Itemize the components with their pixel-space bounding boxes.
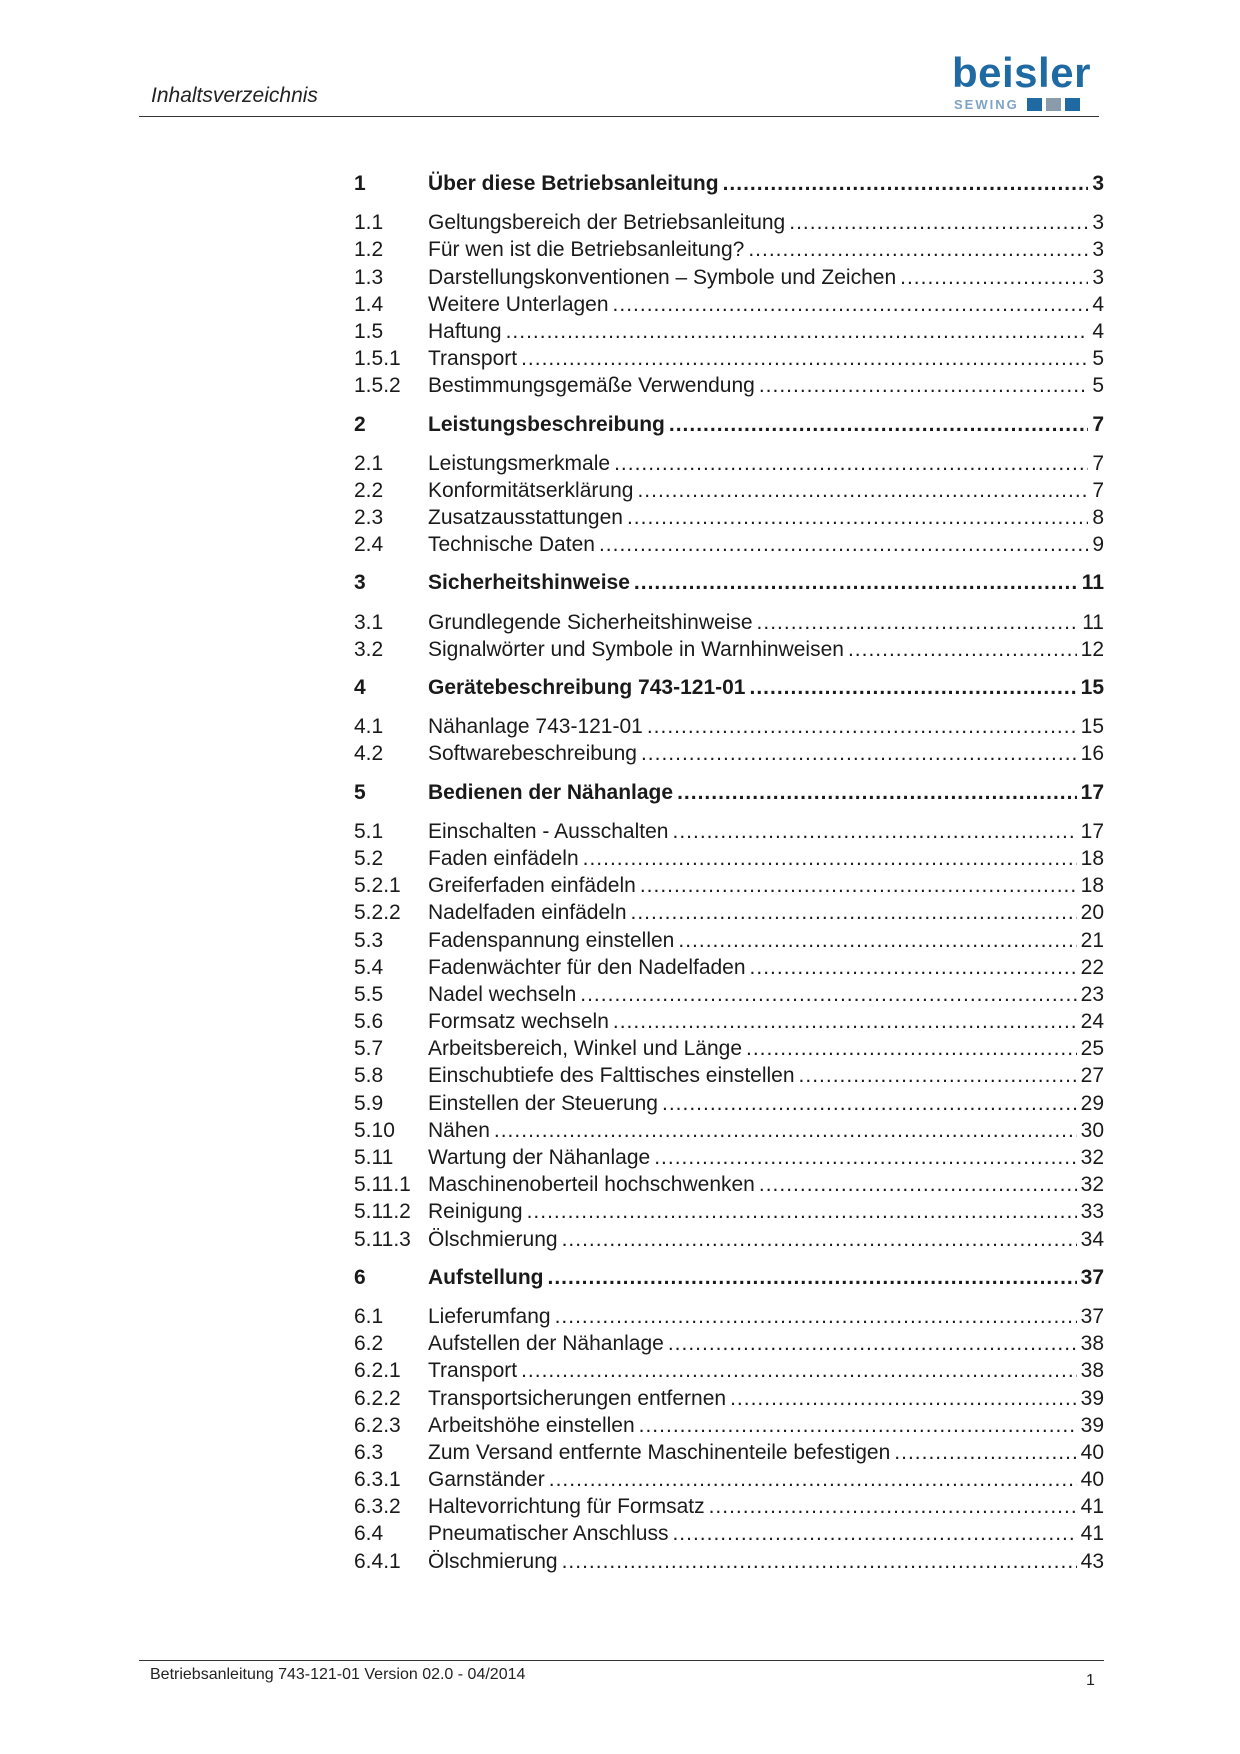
toc-entry-title: Arbeitsbereich, Winkel und Länge <box>428 1037 743 1061</box>
toc-entry-title: Technische Daten <box>428 533 595 557</box>
toc-entry-title: Gerätebeschreibung 743-121-01 <box>428 676 746 699</box>
footer-document-info: Betriebsanleitung 743-121-01 Version 02.0 - 04/2014 <box>150 1666 526 1683</box>
table-of-contents <box>354 170 1104 1575</box>
toc-section-entry[interactable] <box>354 236 1104 263</box>
toc-entry-page: 34 <box>1080 1227 1104 1251</box>
toc-entry-title: Haltevorrichtung für Formsatz <box>428 1495 705 1519</box>
toc-section-entry[interactable] <box>354 1493 1104 1520</box>
toc-entry-title: Signalwörter und Symbole in Warnhinweisen <box>428 637 844 661</box>
toc-dot-leader <box>627 504 1088 531</box>
toc-entry-page: 40 <box>1080 1468 1104 1492</box>
toc-section-entry[interactable] <box>354 1226 1104 1253</box>
toc-entry-page: 18 <box>1080 874 1104 898</box>
toc-section-entry[interactable] <box>354 504 1104 531</box>
toc-dot-leader <box>580 981 1076 1008</box>
logo-sewing-text: SEWING <box>954 96 1019 112</box>
toc-dot-leader <box>654 1144 1076 1171</box>
toc-dot-leader <box>631 899 1077 926</box>
toc-section-entry[interactable] <box>354 1171 1104 1198</box>
toc-entry-title: Leistungsbeschreibung <box>428 412 665 436</box>
toc-entry-number: 1.2 <box>354 238 384 262</box>
toc-chapter-entry[interactable] <box>354 170 1104 197</box>
toc-dot-leader <box>723 170 1089 197</box>
toc-section-entry[interactable] <box>354 1330 1104 1357</box>
toc-entry-page: 29 <box>1080 1091 1104 1115</box>
toc-entry-number: 4.1 <box>354 715 384 739</box>
toc-dot-leader <box>900 264 1088 291</box>
toc-entry-number: 5.6 <box>354 1010 384 1034</box>
toc-dot-leader <box>613 291 1089 318</box>
toc-chapter-entry[interactable] <box>354 674 1104 701</box>
toc-section-entry[interactable] <box>354 1035 1104 1062</box>
toc-entry-title: Arbeitshöhe einstellen <box>428 1413 635 1437</box>
toc-dot-leader <box>789 209 1088 236</box>
toc-entry-number: 5.9 <box>354 1091 384 1115</box>
toc-dot-leader <box>848 636 1077 663</box>
toc-entry-title: Ölschmierung <box>428 1549 558 1573</box>
toc-entry-page: 11 <box>1082 610 1104 634</box>
toc-dot-leader <box>548 1264 1077 1291</box>
toc-dot-leader <box>494 1117 1077 1144</box>
toc-entry-number: 5.11 <box>354 1146 394 1169</box>
toc-entry-page: 16 <box>1080 742 1104 766</box>
toc-section-entry[interactable] <box>354 1198 1104 1225</box>
toc-section-entry[interactable] <box>354 1466 1104 1493</box>
toc-entry-title: Formsatz wechseln <box>428 1010 609 1034</box>
toc-entry-title: Softwarebeschreibung <box>428 742 637 766</box>
toc-section-entry[interactable] <box>354 450 1104 477</box>
toc-section-entry[interactable] <box>354 740 1104 767</box>
toc-entry-number: 1 <box>354 172 366 195</box>
logo-wordmark: beisler <box>952 49 1091 96</box>
toc-entry-title: Einschubtiefe des Falttisches einstellen <box>428 1064 795 1088</box>
toc-chapter-entry[interactable] <box>354 411 1104 438</box>
toc-entry-page: 24 <box>1080 1010 1104 1034</box>
toc-entry-number: 5.3 <box>354 928 384 952</box>
toc-entry-number: 1.4 <box>354 292 384 316</box>
toc-entry-title: Darstellungskonventionen – Symbole und Zeichen <box>428 265 897 289</box>
toc-entry-page: 32 <box>1080 1173 1104 1197</box>
toc-entry-title: Geltungsbereich der Betriebsanleitung <box>428 211 786 235</box>
toc-entry-page: 18 <box>1080 846 1104 870</box>
toc-section-entry[interactable] <box>354 1062 1104 1089</box>
toc-entry-number: 2 <box>354 412 366 436</box>
toc-section-entry[interactable] <box>354 713 1104 740</box>
toc-entry-title: Haftung <box>428 319 502 343</box>
toc-entry-number: 5.11.2 <box>354 1200 411 1224</box>
toc-entry-title: Für wen ist die Betriebsanleitung? <box>428 238 745 262</box>
toc-section-entry[interactable] <box>354 1520 1104 1547</box>
toc-entry-title: Zum Versand entfernte Maschinenteile befestigen <box>428 1440 891 1464</box>
toc-section-entry[interactable] <box>354 1117 1104 1144</box>
toc-dot-leader <box>749 674 1076 701</box>
toc-entry-page: 43 <box>1080 1549 1104 1573</box>
toc-entry-number: 3.1 <box>354 610 384 634</box>
toc-entry-title: Leistungsmerkmale <box>428 451 611 475</box>
toc-entry-title: Fadenwächter für den Nadelfaden <box>428 955 746 979</box>
toc-entry-title: Greiferfaden einfädeln <box>428 874 636 898</box>
toc-entry-title: Pneumatischer Anschluss <box>428 1522 669 1546</box>
toc-dot-leader <box>662 1090 1077 1117</box>
toc-entry-page: 30 <box>1080 1118 1104 1142</box>
toc-chapter-entry[interactable] <box>354 779 1104 806</box>
toc-dot-leader <box>634 569 1078 596</box>
toc-section-entry[interactable] <box>354 1008 1104 1035</box>
page-header-title: Inhaltsverzeichnis <box>151 84 318 107</box>
toc-dot-leader <box>640 872 1077 899</box>
toc-section-entry[interactable] <box>354 318 1104 345</box>
toc-entry-title: Maschinenoberteil hochschwenken <box>428 1173 755 1197</box>
toc-entry-number: 5.2.2 <box>354 901 401 925</box>
toc-entry-page: 5 <box>1092 347 1104 371</box>
toc-entry-page: 4 <box>1092 319 1104 343</box>
toc-entry-title: Transport <box>428 1359 518 1383</box>
toc-dot-leader <box>562 1226 1077 1253</box>
toc-dot-leader <box>672 1520 1076 1547</box>
toc-section-entry[interactable] <box>354 1385 1104 1412</box>
toc-entry-page: 39 <box>1080 1386 1104 1410</box>
toc-section-entry[interactable] <box>354 209 1104 236</box>
toc-chapter-entry[interactable] <box>354 1264 1104 1291</box>
toc-entry-number: 4 <box>354 676 366 699</box>
toc-entry-number: 1.3 <box>354 265 384 289</box>
toc-entry-title: Garnständer <box>428 1468 545 1492</box>
toc-entry-page: 22 <box>1080 955 1104 979</box>
toc-entry-page: 5 <box>1092 374 1104 398</box>
toc-entry-title: Reinigung <box>428 1200 523 1224</box>
toc-entry-title: Sicherheitshinweise <box>428 571 630 595</box>
toc-entry-page: 3 <box>1092 211 1104 235</box>
toc-section-entry[interactable] <box>354 1439 1104 1466</box>
toc-entry-page: 37 <box>1080 1304 1104 1328</box>
toc-entry-number: 6.2.1 <box>354 1359 401 1383</box>
toc-entry-title: Faden einfädeln <box>428 846 579 870</box>
toc-dot-leader <box>521 1357 1077 1384</box>
toc-chapter-entry[interactable] <box>354 569 1104 596</box>
toc-section-entry[interactable] <box>354 291 1104 318</box>
toc-entry-page: 21 <box>1080 928 1104 952</box>
toc-entry-page: 11 <box>1081 571 1104 595</box>
toc-entry-title: Ölschmierung <box>428 1227 558 1251</box>
toc-entry-number: 1.5.2 <box>354 374 401 398</box>
toc-dot-leader <box>637 477 1088 504</box>
toc-dot-leader <box>759 372 1088 399</box>
toc-entry-number: 6.2.2 <box>354 1386 401 1410</box>
toc-entry-title: Lieferumfang <box>428 1304 551 1328</box>
toc-dot-leader <box>750 954 1077 981</box>
toc-dot-leader <box>677 779 1077 806</box>
toc-entry-number: 6 <box>354 1265 366 1289</box>
toc-entry-title: Konformitätserklärung <box>428 478 634 502</box>
toc-entry-page: 27 <box>1080 1064 1104 1088</box>
toc-section-entry[interactable] <box>354 372 1104 399</box>
toc-dot-leader <box>527 1198 1077 1225</box>
toc-entry-page: 12 <box>1080 637 1104 661</box>
toc-entry-page: 25 <box>1080 1037 1104 1061</box>
toc-entry-page: 23 <box>1080 982 1104 1006</box>
toc-dot-leader <box>746 1035 1077 1062</box>
toc-dot-leader <box>599 531 1088 558</box>
toc-entry-page: 38 <box>1080 1359 1104 1383</box>
toc-entry-page: 33 <box>1080 1200 1104 1224</box>
logo-subline <box>954 97 1080 112</box>
toc-entry-number: 6.1 <box>354 1304 384 1328</box>
toc-dot-leader <box>614 450 1088 477</box>
toc-section-entry[interactable] <box>354 1303 1104 1330</box>
header-divider <box>139 116 1099 117</box>
toc-entry-page: 4 <box>1092 292 1104 316</box>
toc-entry-number: 6.3.1 <box>354 1468 401 1492</box>
toc-dot-leader <box>613 1008 1077 1035</box>
toc-entry-number: 6.3 <box>354 1440 384 1464</box>
toc-entry-title: Aufstellen der Nähanlage <box>428 1332 664 1356</box>
toc-dot-leader <box>757 609 1079 636</box>
toc-entry-page: 38 <box>1080 1332 1104 1356</box>
toc-dot-leader <box>562 1548 1077 1575</box>
toc-entry-number: 2.3 <box>354 506 384 530</box>
toc-dot-leader <box>748 236 1088 263</box>
toc-entry-page: 39 <box>1080 1413 1104 1437</box>
toc-entry-page: 3 <box>1092 265 1104 289</box>
toc-entry-number: 5.10 <box>354 1118 395 1142</box>
toc-entry-page: 20 <box>1080 901 1104 925</box>
toc-dot-leader <box>521 345 1088 372</box>
toc-dot-leader <box>647 713 1077 740</box>
toc-entry-page: 17 <box>1080 780 1104 804</box>
toc-entry-page: 7 <box>1092 451 1104 475</box>
toc-entry-title: Einschalten - Ausschalten <box>428 819 669 843</box>
toc-entry-number: 1.1 <box>354 211 384 235</box>
toc-entry-number: 5.7 <box>354 1037 384 1061</box>
toc-section-entry[interactable] <box>354 609 1104 636</box>
toc-entry-page: 41 <box>1080 1522 1104 1546</box>
toc-entry-number: 5.8 <box>354 1064 384 1088</box>
toc-entry-number: 1.5.1 <box>354 347 401 371</box>
toc-entry-number: 5.1 <box>354 819 384 843</box>
toc-entry-page: 9 <box>1092 533 1104 557</box>
toc-entry-number: 3.2 <box>354 637 384 661</box>
logo-square-1 <box>1027 98 1042 111</box>
toc-entry-number: 5.5 <box>354 982 384 1006</box>
toc-entry-page: 17 <box>1080 819 1104 843</box>
toc-entry-title: Über diese Betriebsanleitung <box>428 172 719 195</box>
toc-entry-title: Weitere Unterlagen <box>428 292 609 316</box>
toc-section-entry[interactable] <box>354 531 1104 558</box>
toc-dot-leader <box>799 1062 1077 1089</box>
toc-entry-page: 3 <box>1092 172 1104 195</box>
toc-entry-number: 5.11.1 <box>354 1173 411 1197</box>
toc-entry-number: 6.3.2 <box>354 1495 401 1519</box>
toc-dot-leader <box>555 1303 1077 1330</box>
toc-section-entry[interactable] <box>354 845 1104 872</box>
toc-section-entry[interactable] <box>354 954 1104 981</box>
toc-section-entry[interactable] <box>354 1090 1104 1117</box>
toc-entry-number: 6.4 <box>354 1522 384 1546</box>
toc-section-entry[interactable] <box>354 345 1104 372</box>
toc-entry-title: Fadenspannung einstellen <box>428 928 675 952</box>
toc-dot-leader <box>549 1466 1077 1493</box>
toc-dot-leader <box>583 845 1077 872</box>
toc-entry-title: Zusatzausstattungen <box>428 506 623 530</box>
toc-entry-number: 6.2.3 <box>354 1413 401 1437</box>
toc-section-entry[interactable] <box>354 1357 1104 1384</box>
toc-entry-page: 32 <box>1080 1146 1104 1169</box>
toc-section-entry[interactable] <box>354 477 1104 504</box>
toc-section-entry[interactable] <box>354 899 1104 926</box>
toc-entry-title: Transportsicherungen entfernen <box>428 1386 727 1410</box>
toc-section-entry[interactable] <box>354 981 1104 1008</box>
beisler-logo <box>948 49 1104 114</box>
toc-dot-leader <box>709 1493 1077 1520</box>
toc-entry-number: 5.2.1 <box>354 874 401 898</box>
toc-dot-leader <box>641 740 1077 767</box>
toc-dot-leader <box>759 1171 1077 1198</box>
toc-entry-title: Grundlegende Sicherheitshinweise <box>428 610 753 634</box>
toc-entry-number: 5.4 <box>354 955 384 979</box>
toc-entry-number: 3 <box>354 571 366 595</box>
toc-entry-number: 2.2 <box>354 478 384 502</box>
toc-dot-leader <box>669 411 1088 438</box>
toc-entry-number: 6.2 <box>354 1332 384 1356</box>
toc-entry-page: 15 <box>1080 676 1104 699</box>
toc-section-entry[interactable] <box>354 1548 1104 1575</box>
toc-dot-leader <box>894 1439 1076 1466</box>
toc-entry-page: 15 <box>1080 715 1104 739</box>
toc-entry-title: Bedienen der Nähanlage <box>428 780 674 804</box>
toc-dot-leader <box>668 1330 1077 1357</box>
toc-entry-title: Wartung der Nähanlage <box>428 1146 651 1169</box>
toc-entry-number: 5 <box>354 780 366 804</box>
toc-dot-leader <box>672 818 1076 845</box>
toc-entry-number: 2.1 <box>354 451 384 475</box>
toc-entry-title: Nähanlage 743-121-01 <box>428 715 643 739</box>
toc-entry-page: 7 <box>1092 478 1104 502</box>
toc-dot-leader <box>506 318 1089 345</box>
toc-section-entry[interactable] <box>354 1412 1104 1439</box>
toc-entry-number: 5.11.3 <box>354 1227 411 1251</box>
toc-section-entry[interactable] <box>354 636 1104 663</box>
toc-entry-title: Nadel wechseln <box>428 982 577 1006</box>
toc-entry-page: 37 <box>1080 1265 1104 1289</box>
toc-section-entry[interactable] <box>354 872 1104 899</box>
toc-entry-title: Bestimmungsgemäße Verwendung <box>428 374 755 398</box>
toc-entry-title: Aufstellung <box>428 1265 544 1289</box>
toc-entry-number: 2.4 <box>354 533 384 557</box>
toc-entry-number: 1.5 <box>354 319 384 343</box>
logo-square-3 <box>1065 98 1080 111</box>
toc-entry-number: 5.2 <box>354 846 384 870</box>
toc-section-entry[interactable] <box>354 1144 1104 1171</box>
toc-entry-page: 40 <box>1080 1440 1104 1464</box>
footer-divider <box>139 1660 1104 1661</box>
toc-entry-title: Nähen <box>428 1118 490 1142</box>
toc-entry-title: Einstellen der Steuerung <box>428 1091 658 1115</box>
toc-entry-number: 6.4.1 <box>354 1549 401 1573</box>
toc-entry-page: 7 <box>1092 412 1104 436</box>
toc-entry-title: Nadelfaden einfädeln <box>428 901 627 925</box>
logo-square-2 <box>1046 98 1061 111</box>
toc-entry-page: 8 <box>1092 506 1104 530</box>
toc-dot-leader <box>730 1385 1077 1412</box>
toc-entry-page: 3 <box>1092 238 1104 262</box>
toc-entry-page: 41 <box>1080 1495 1104 1519</box>
toc-section-entry[interactable] <box>354 818 1104 845</box>
footer-page-number: 1 <box>1086 1672 1095 1689</box>
toc-section-entry[interactable] <box>354 927 1104 954</box>
toc-section-entry[interactable] <box>354 264 1104 291</box>
toc-dot-leader <box>639 1412 1077 1439</box>
toc-entry-number: 4.2 <box>354 742 384 766</box>
toc-entry-title: Transport <box>428 347 518 371</box>
toc-dot-leader <box>678 927 1076 954</box>
